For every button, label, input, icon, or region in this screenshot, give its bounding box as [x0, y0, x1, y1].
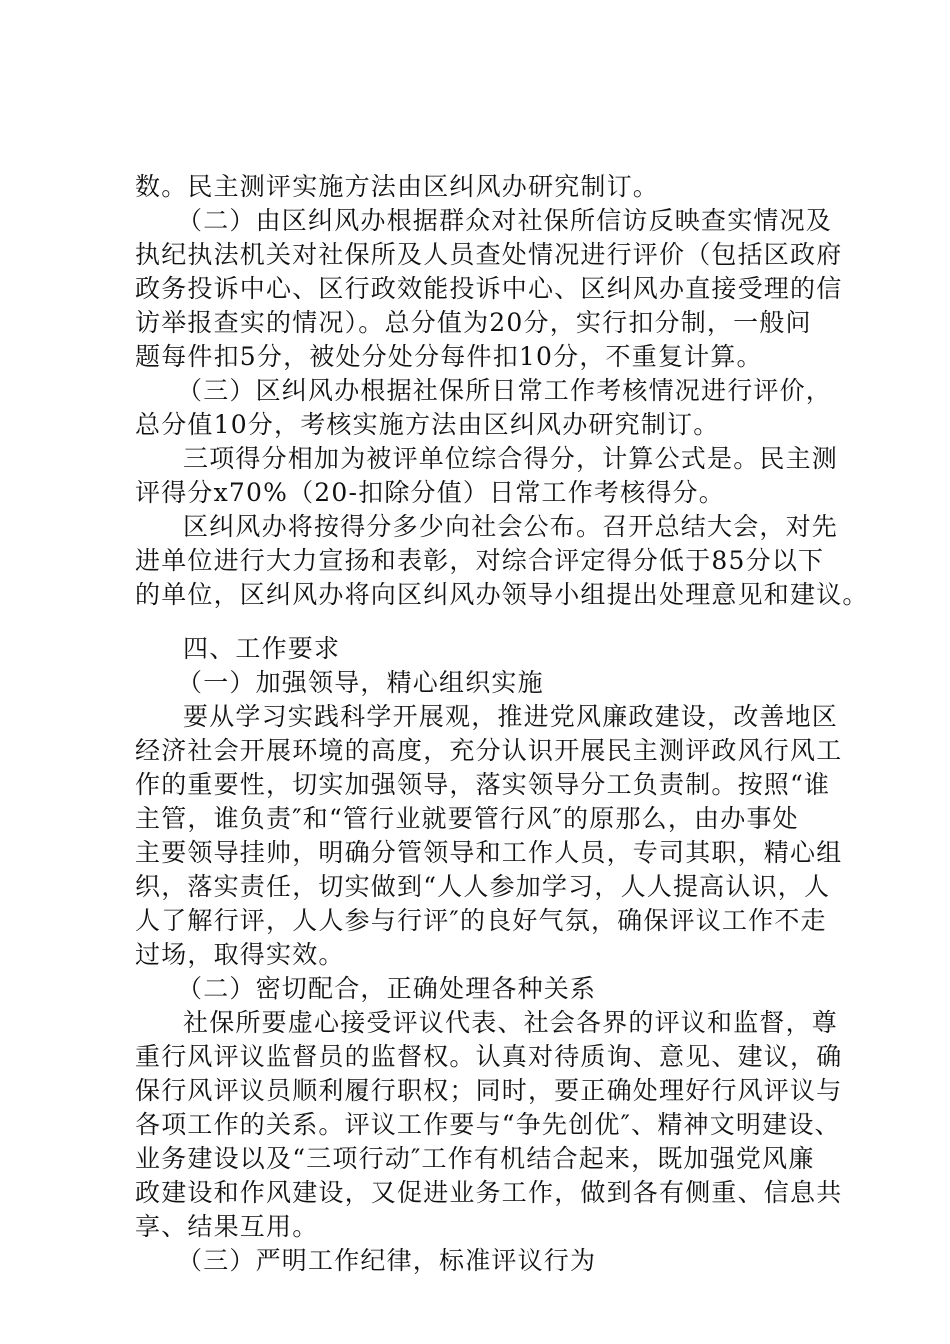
- cooperation-paragraph-line-7: 享、结果互用。: [135, 1212, 319, 1241]
- leadership-paragraph-line-2: 经济社会开展环境的高度，充分认识开展民主测评政风行风工: [135, 736, 843, 765]
- cooperation-paragraph-line-6: 政建设和作风建设，又促进业务工作，做到各有侧重、信息共: [135, 1178, 843, 1207]
- cooperation-paragraph-line-4: 各项工作的关系。评议工作要与“争先创优″、精神文明建设、: [135, 1110, 841, 1139]
- leadership-paragraph-line-6: 织，落实责任，切实做到“人人参加学习，人人提高认识，人: [135, 872, 831, 901]
- cooperation-paragraph-line-2: 重行风评议监督员的监督权。认真对待质询、意见、建议，确: [135, 1042, 843, 1071]
- subheading-leadership: （一）加强领导，精心组织实施: [177, 668, 544, 697]
- leadership-paragraph-line-4: 主管，谁负责″和“管行业就要管行风″的原那么，由办事处: [135, 804, 799, 833]
- subsection-3-line-1: （三）区纠风办根据社保所日常工作考核情况进行评价，: [177, 376, 833, 405]
- paragraph-continuation-line: 数。民主测评实施方法由区纠风办研究制订。: [135, 172, 660, 201]
- subheading-cooperation: （二）密切配合，正确处理各种关系: [177, 974, 597, 1003]
- publish-paragraph-line-1: 区纠风办将按得分多少向社会公布。召开总结大会，对先: [183, 512, 839, 541]
- leadership-paragraph-line-5: 主要领导挂帅，明确分管领导和工作人员，专司其职，精心组: [135, 838, 843, 867]
- formula-paragraph-line-1: 三项得分相加为被评单位综合得分，计算公式是。民主测: [183, 444, 839, 473]
- subsection-3-line-2: 总分值10分，考核实施方法由区纠风办研究制订。: [135, 410, 720, 439]
- cooperation-paragraph-line-1: 社保所要虚心接受评议代表、社会各界的评议和监督，尊: [183, 1008, 839, 1037]
- subsection-2-line-2: 执纪执法机关对社保所及人员查处情况进行评价（包括区政府: [135, 240, 843, 269]
- formula-paragraph-line-2: 评得分x70%（20-扣除分值）日常工作考核得分。: [135, 478, 725, 507]
- leadership-paragraph-line-7: 人了解行评，人人参与行评″的良好气氛，确保评议工作不走: [135, 906, 827, 935]
- subsection-2-line-4: 访举报查实的情况）。总分值为20分，实行扣分制，一般问: [135, 308, 812, 337]
- subsection-2-line-3: 政务投诉中心、区行政效能投诉中心、区纠风办直接受理的信: [135, 274, 843, 303]
- publish-paragraph-line-2: 进单位进行大力宣扬和表彰，对综合评定得分低于85分以下: [135, 546, 825, 575]
- subheading-discipline: （三）严明工作纪律，标准评议行为: [177, 1246, 597, 1275]
- cooperation-paragraph-line-3: 保行风评议员顺利履行职权；同时，要正确处理好行风评议与: [135, 1076, 843, 1105]
- publish-paragraph-line-3: 的单位，区纠风办将向区纠风办领导小组提出处理意见和建议。: [135, 580, 869, 609]
- subsection-2-line-1: （二）由区纠风办根据群众对社保所信访反映查实情况及: [177, 206, 833, 235]
- leadership-paragraph-line-1: 要从学习实践科学开展观，推进党风廉政建设，改善地区: [183, 702, 839, 731]
- subsection-2-line-5: 题每件扣5分，被处分处分每件扣10分，不重复计算。: [135, 342, 763, 371]
- leadership-paragraph-line-8: 过场，取得实效。: [135, 940, 345, 969]
- leadership-paragraph-line-3: 作的重要性，切实加强领导，落实领导分工负责制。按照“谁: [135, 770, 831, 799]
- section-heading-work-requirements: 四、工作要求: [183, 634, 341, 663]
- cooperation-paragraph-line-5: 业务建设以及“三项行动″工作有机结合起来，既加强党风廉: [135, 1144, 815, 1173]
